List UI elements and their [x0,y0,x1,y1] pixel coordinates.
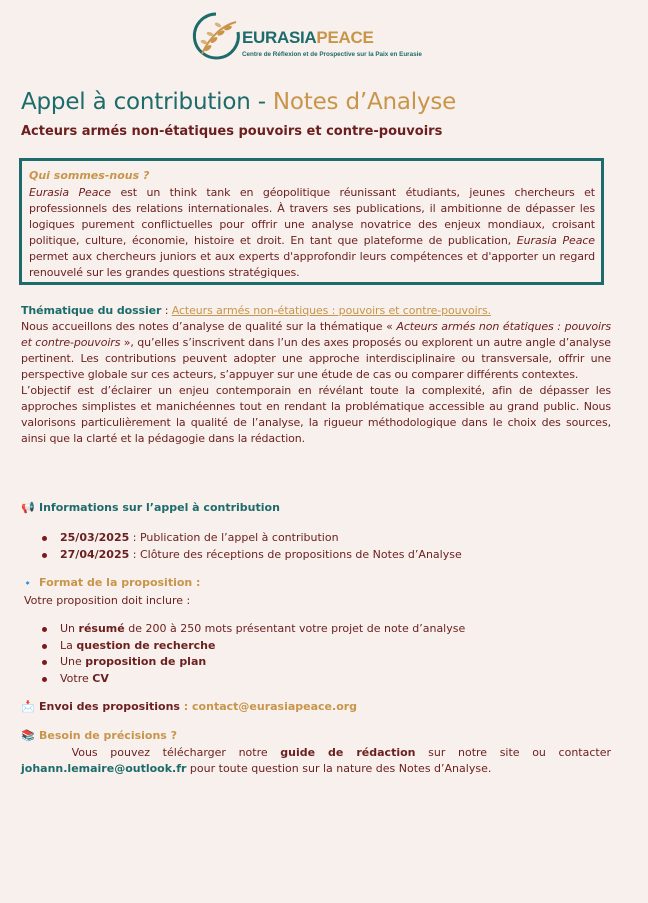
list-item [42,638,465,655]
format-bold-3: proposition de plan [85,655,207,668]
logo-tagline: Centre de Réflexion et de Prospective sur la Paix en Eurasie [242,51,422,58]
logo-name-part1: EURASIA [242,28,317,47]
books-icon: 📚 [21,729,35,742]
megaphone-icon: 📢 [21,501,35,514]
org-name-2: Eurasia Peace [516,234,595,247]
info-date-2: 27/04/2025 [60,547,130,561]
format-list [42,621,465,687]
format-pre-2: La [60,638,77,652]
about-heading: Qui sommes-nous ? [29,169,150,182]
help-t2: sur notre site ou contacter [415,746,611,759]
info-heading [21,501,280,514]
list-item [42,547,462,564]
about-text [29,185,595,281]
info-text-1: : Publication de l’appel à contribution [129,531,339,544]
theme-p1-italic: Acteurs armés non étatiques : pouvoirs et contre-pouvoirs [21,320,612,349]
send-sep: : [179,700,193,713]
bullet-icon [42,627,47,632]
eurasiapeace-logo [190,10,460,65]
theme-p1a: Nous accueillons des notes d’analyse de qualité sur la thématique « [21,320,397,333]
list-item [42,530,462,547]
help-t1: Vous pouvez télécharger notre [71,746,281,759]
format-bold-4: CV [92,671,109,685]
theme-section [21,303,611,447]
theme-p1b: », qu’elles s’inscrivent dans l’un des axes proposés ou explorent un autre angle d’analyse pertinent. Les contributions peuvent adopter une approche interdisciplinaire ou transversale, offrir une perspective globale sur ces acteurs, s’appuyer sur une étude de cas ou comparer différents contextes. [21,336,611,381]
format-heading-text: Format de la proposition : [39,576,201,589]
guide-link[interactable]: guide de rédaction [280,746,416,759]
about-text-1: est un think tank en géopolitique réunissant étudiants, jeunes chercheurs et professionnels des relations internationales. À travers ses publications, il ambitionne de dépasser les logiques purement conflictuelles pour offrir une analyse novatrice des enjeux mondiaux, croisant politique, culture, économie, histoire et droit. En tant que plateforme de publication, [29,186,595,247]
send-heading [21,700,357,713]
theme-sep: : [161,304,172,317]
info-date-1: 25/03/2025 [60,531,130,544]
page-subtitle: Acteurs armés non-étatiques pouvoirs et contre-pouvoirs [21,124,443,139]
list-item [42,654,465,671]
page-title [21,89,456,115]
about-box [19,158,604,285]
logo-wordmark [242,28,374,48]
list-item [42,621,465,638]
bullet-icon [42,660,47,665]
help-heading-text: Besoin de précisions ? [39,729,178,742]
format-bold-1: résumé [78,622,125,635]
bullet-icon [42,644,47,649]
info-text-2: : Clôture des réceptions de propositions de Notes d’Analyse [129,547,462,561]
info-heading-text: Informations sur l’appel à contribution [39,501,280,514]
theme-paragraph-2: L’objectif est d’éclairer un enjeu contemporain en révélant toute la complexité, afin de dépasser les approches simplistes et manichéennes tout en rendant la problématique accessible au grand public. Nous valorisons particulièrement la qualité de l’analyse, la rigueur méthodologique dans le choix des sources, ainsi que la clarté et la pédagogie dans la rédaction. [21,384,611,445]
globe-laurel-icon [190,10,242,62]
org-name: Eurasia Peace [29,186,111,199]
title-part2: Notes d’Analyse [272,89,457,115]
format-pre-1: Un [60,622,79,635]
theme-label: Thématique du dossier [21,304,162,317]
theme-link[interactable]: Acteurs armés non-étatiques : pouvoirs et contre-pouvoirs. [171,304,491,317]
about-text-2: permet aux chercheurs juniors et aux experts d'approfondir leurs compétences et d'apporter un regard renouvelé sur les grandes questions stratégiques. [29,250,595,279]
help-text [21,745,611,777]
help-t3: pour toute question sur la nature des Notes d’Analyse. [186,762,492,775]
help-heading [21,729,177,742]
format-pre-3: Une [60,655,86,668]
send-email-link[interactable]: contact@eurasiapeace.org [192,700,358,713]
format-pre-4: Votre [60,671,93,685]
diamond-icon: 🔹 [22,579,34,589]
bullet-icon [42,677,47,682]
theme-line [21,303,611,319]
help-email-link[interactable]: johann.lemaire@outlook.fr [21,762,187,775]
title-part1: Appel à contribution - [21,89,273,115]
format-intro: Votre proposition doit inclure : [24,594,191,607]
logo-name-part2: PEACE [316,28,374,47]
envelope-icon: 📩 [21,700,35,713]
send-heading-text: Envoi des propositions [39,700,180,713]
info-list [42,530,462,563]
format-heading [21,576,200,589]
bullet-icon [42,536,47,541]
bullet-icon [42,553,47,558]
theme-paragraph-1 [21,319,611,383]
list-item [42,671,465,688]
format-bold-2: question de recherche [76,638,216,652]
format-post-1: de 200 à 250 mots présentant votre projet de note d’analyse [124,622,466,635]
